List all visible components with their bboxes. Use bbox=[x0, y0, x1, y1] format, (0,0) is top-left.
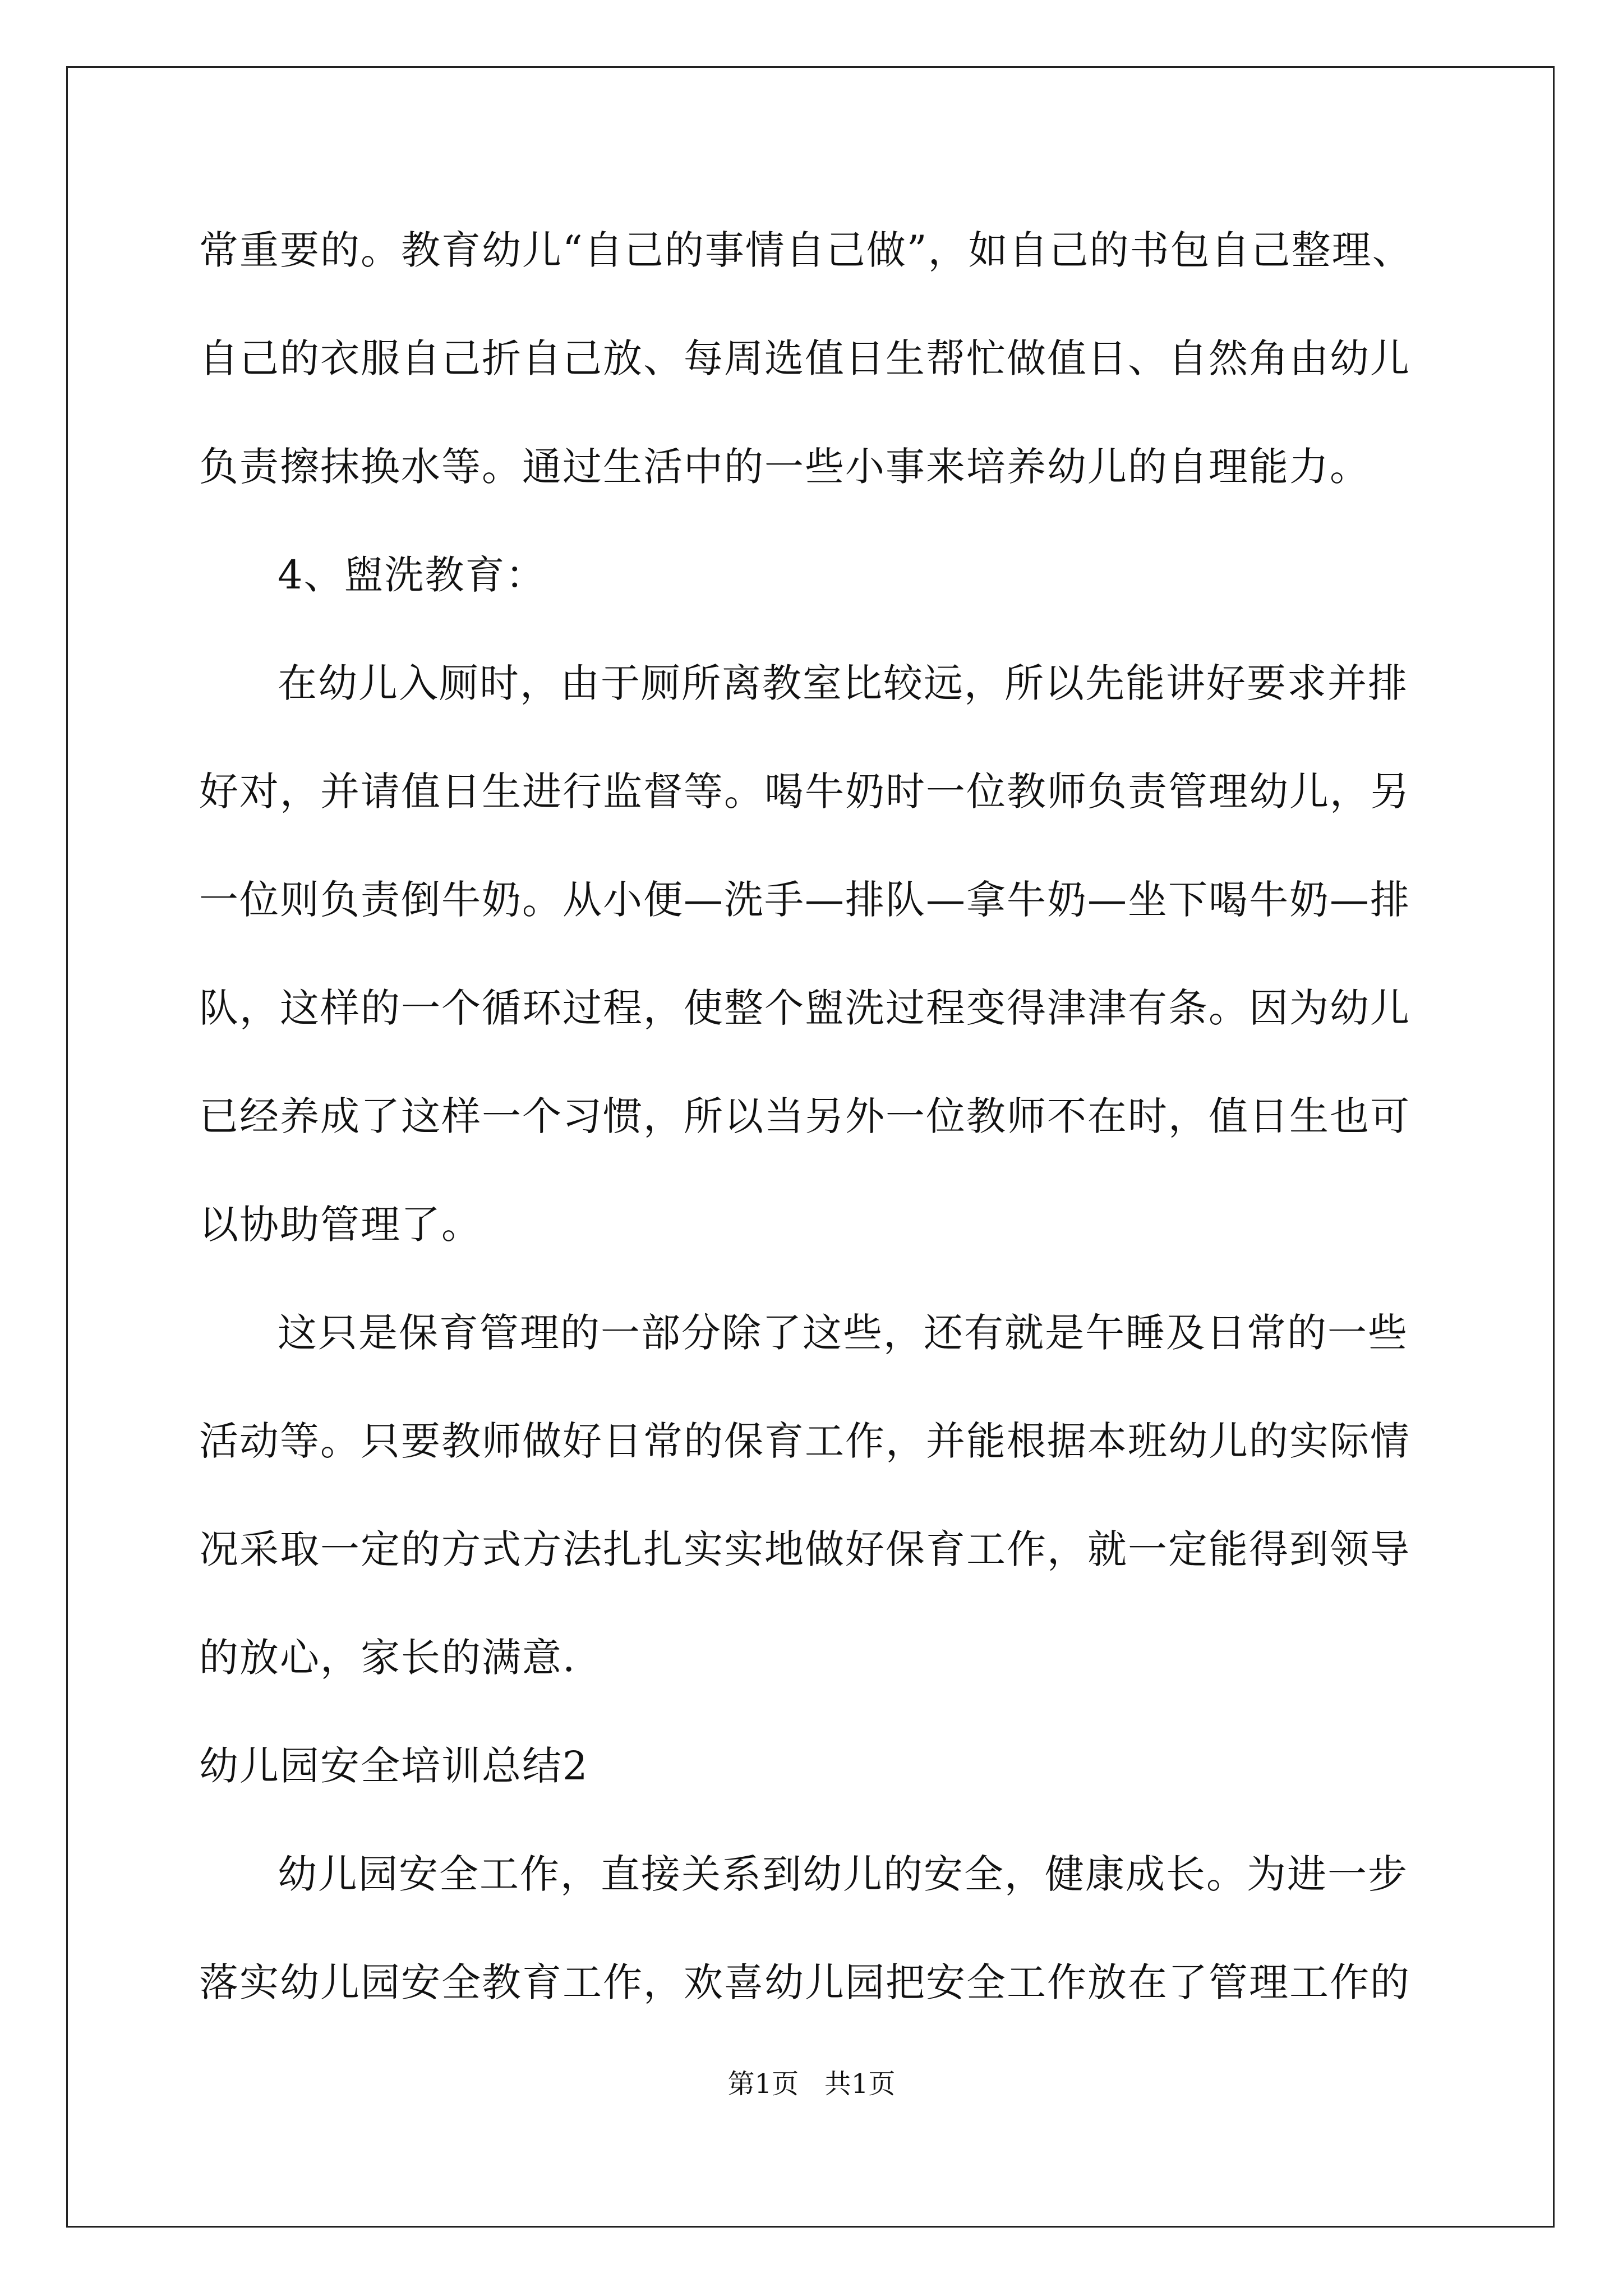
text-line: 幼儿园安全工作，直接关系到幼儿的安全，健康成长。为进一步 bbox=[278, 1851, 1408, 1897]
page-footer: 第1页 共1页 bbox=[727, 2068, 896, 2100]
text-line: 一位则负责倒牛奶。从小便—洗手—排队—拿牛奶—坐下喝牛奶—排 bbox=[199, 877, 1410, 923]
text-line: 况采取一定的方式方法扎扎实实地做好保育工作，就一定能得到领导 bbox=[199, 1526, 1410, 1572]
text-line: 的放心，家长的满意. bbox=[199, 1635, 577, 1681]
text-line: 这只是保育管理的一部分除了这些，还有就是午睡及日常的一些 bbox=[278, 1310, 1408, 1356]
text-line: 好对，并请值日生进行监督等。喝牛奶时一位教师负责管理幼儿，另 bbox=[199, 769, 1410, 815]
section-heading: 4、盥洗教育： bbox=[278, 552, 546, 598]
document-body bbox=[199, 196, 1433, 2037]
text-line: 活动等。只要教师做好日常的保育工作，并能根据本班幼儿的实际情 bbox=[199, 1418, 1410, 1464]
text-line: 负责擦抹换水等。通过生活中的一些小事来培养幼儿的自理能力。 bbox=[199, 444, 1370, 490]
text-line: 在幼儿入厕时，由于厕所离教室比较远，所以先能讲好要求并排 bbox=[278, 660, 1408, 706]
text-line: 以协助管理了。 bbox=[199, 1202, 482, 1248]
text-line: 落实幼儿园安全教育工作，欢喜幼儿园把安全工作放在了管理工作的 bbox=[199, 1959, 1410, 2005]
text-line: 已经养成了这样一个习惯，所以当另外一位教师不在时，值日生也可 bbox=[199, 1093, 1410, 1139]
text-line: 常重要的。教育幼儿“自己的事情自己做”，如自己的书包自己整理、 bbox=[199, 227, 1413, 273]
text-line: 队，这样的一个循环过程，使整个盥洗过程变得津津有条。因为幼儿 bbox=[199, 985, 1410, 1031]
text-line: 自己的衣服自己折自己放、每周选值日生帮忙做值日、自然角由幼儿 bbox=[199, 335, 1410, 381]
document-title: 幼儿园安全培训总结2 bbox=[199, 1743, 589, 1789]
